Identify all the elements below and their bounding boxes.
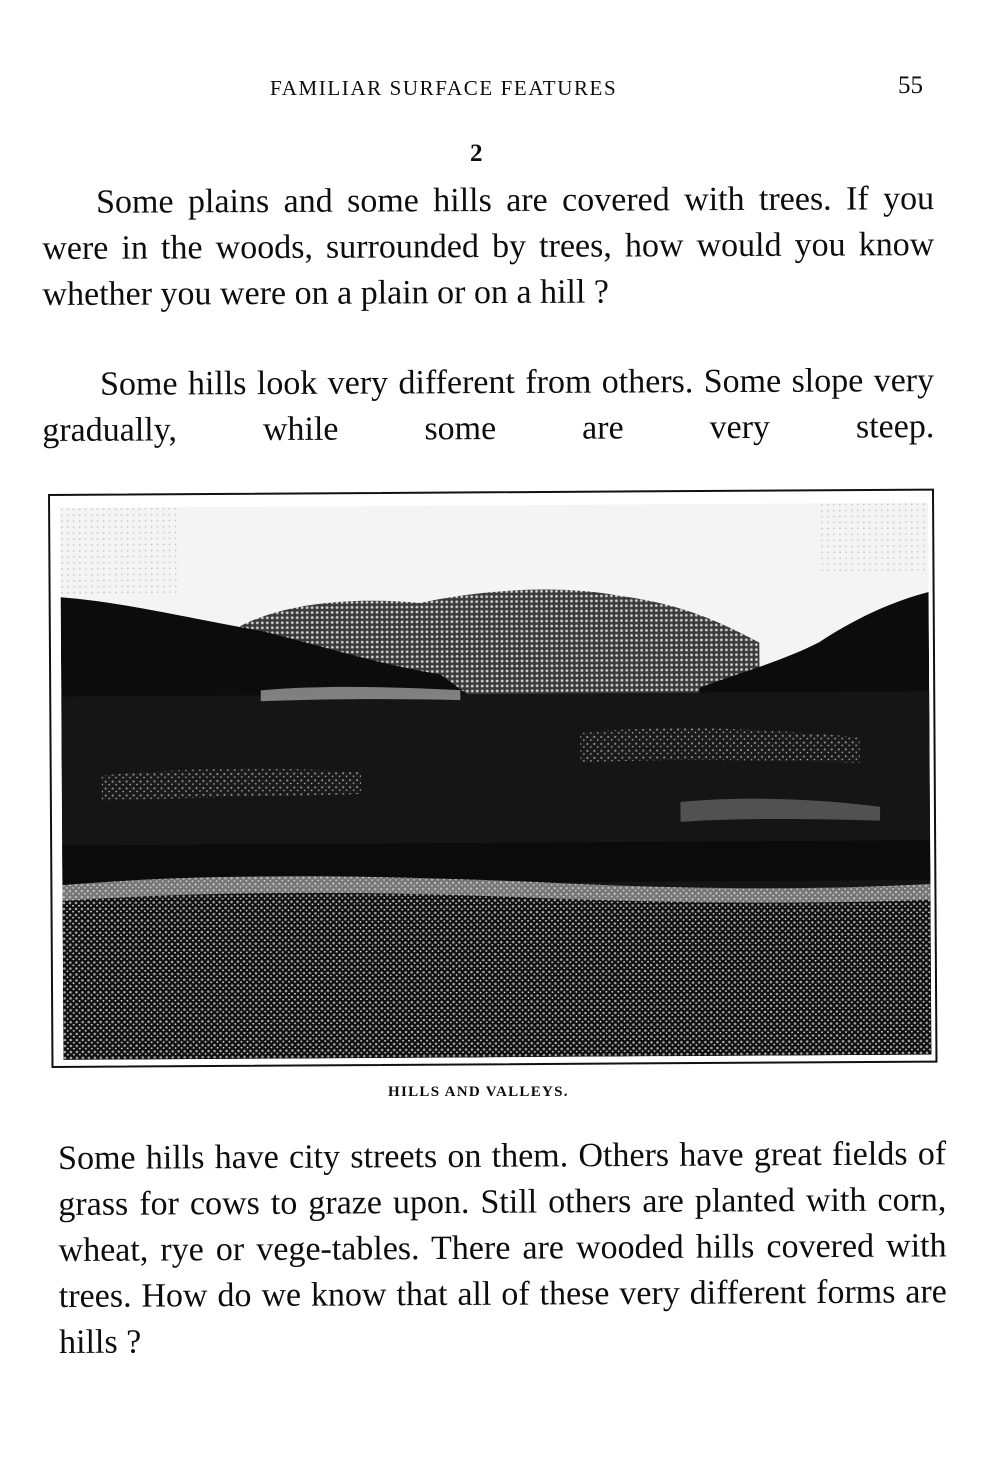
paragraph-slopes: Some hills look very different from others. Some slope very gradually, while some are very steep. [42, 362, 935, 449]
page-number: 55 [898, 72, 923, 99]
section-number: 2 [470, 140, 483, 167]
hills-photo [48, 489, 937, 1068]
figure-caption: HILLS AND VALLEYS. [388, 1084, 569, 1100]
hills-photo-image [60, 503, 931, 1060]
paragraph-trees: Some plains and some hills are covered with trees. If you were in the woods, surrounded by trees, how would you know whether you were on a plain or on a hill ? [42, 180, 935, 313]
running-head: FAMILIAR SURFACE FEATURES [270, 76, 618, 100]
paragraph-hill-uses: Some hills have city streets on them. Others have great fields of grass for cows to graze upon. Still others are planted with corn, wheat, rye or vege-tables. There are wooded hills covered with trees. How do we know that all of these very different forms are hills ? [58, 1135, 947, 1361]
